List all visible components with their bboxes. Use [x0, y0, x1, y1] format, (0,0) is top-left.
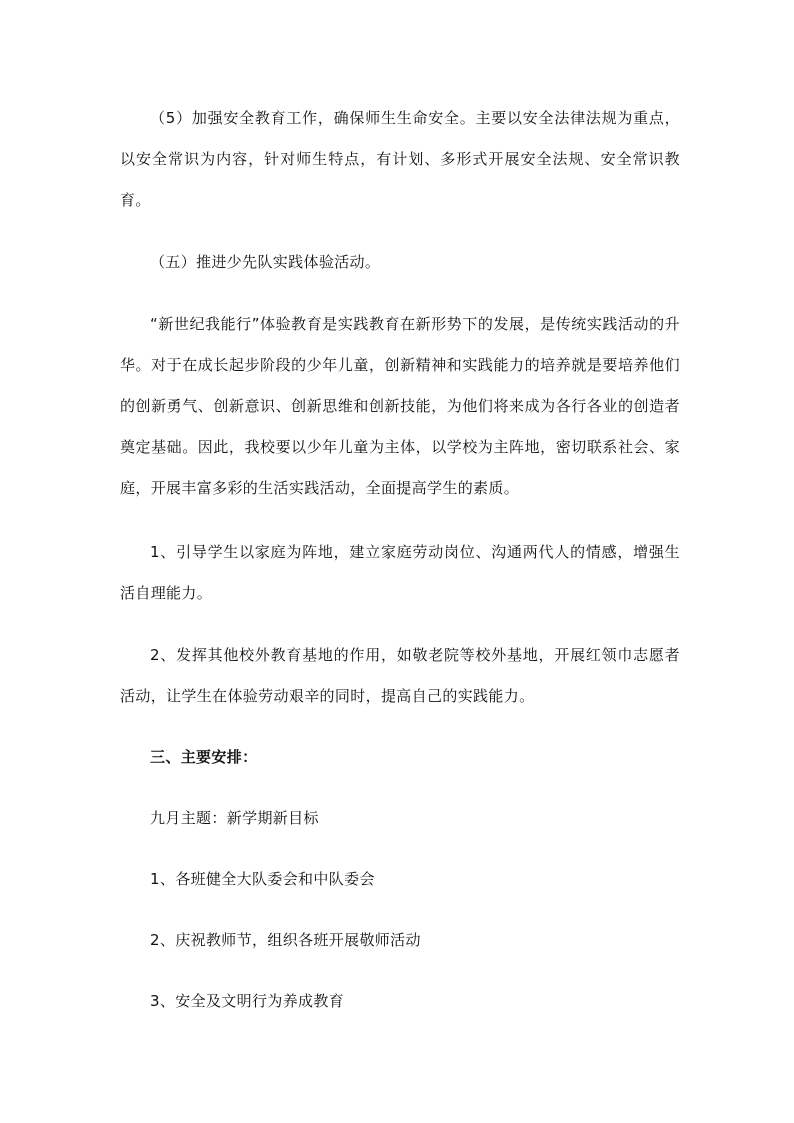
item-two-paragraph: 2、发挥其他校外教育基地的作用，如敬老院等校外基地，开展红领巾志愿者活动，让学生在体验劳动艰辛的同时，提高自己的实践能力。	[120, 646, 680, 705]
experience-education-paragraph: “新世纪我能行”体验教育是实践教育在新形势下的发展，是传统实践活动的升华。对于在成长起步阶段的少年儿童，创新精神和实践能力的培养就是要培养他们的创新勇气、创新意识、创新思维和创新技能，为他们将来成为各行各业的创造者奠定基础。因此，我校要以少年儿童为主体，以学校为主阵地，密切联系社会、家庭，开展丰富多彩的生活实践活动，全面提高学生的素质。	[120, 315, 680, 497]
september-item-one: 1、各班健全大队委会和中队委会	[150, 870, 375, 888]
september-item-two: 2、庆祝教师节，组织各班开展敬师活动	[150, 931, 421, 949]
safety-education-paragraph: （5）加强安全教育工作，确保师生生命安全。主要以安全法律法规为重点，以安全常识为内容，针对师生特点，有计划、多形式开展安全法规、安全常识教育。	[120, 109, 680, 209]
item-one-paragraph: 1、引导学生以家庭为阵地，建立家庭劳动岗位、沟通两代人的情感，增强生活自理能力。	[120, 543, 680, 602]
september-theme-line: 九月主题：新学期新目标	[150, 809, 319, 827]
main-arrangement-heading: 三、主要安排：	[150, 748, 258, 766]
section-five-heading: （五）推进少先队实践体验活动。	[150, 253, 381, 271]
september-item-three: 3、安全及文明行为养成教育	[150, 992, 345, 1010]
